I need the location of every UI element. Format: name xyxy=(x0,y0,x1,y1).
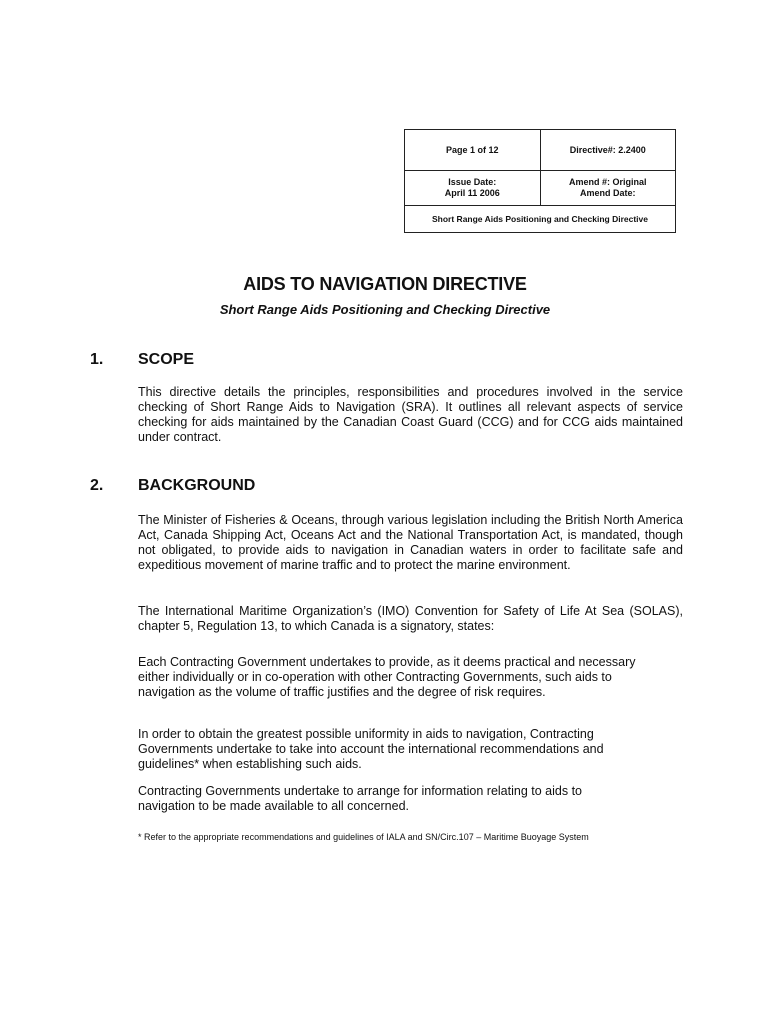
issue-date-cell xyxy=(405,171,541,206)
section-number-scope: 1. xyxy=(90,351,104,368)
scope-paragraph: This directive details the principles, responsibilities and procedures involved in the service checking of Short Range Aids to Navigation (SRA). It outlines all relevant aspects of service checking for aids maintained by the Canadian Coast Guard (CCG) and for CCG aids maintained under contract. xyxy=(138,385,683,444)
amend-date: Amend Date: xyxy=(579,188,636,198)
page-title: AIDS TO NAVIGATION DIRECTIVE xyxy=(243,274,527,294)
section-number-background: 2. xyxy=(90,477,104,494)
solas-quote-2: In order to obtain the greatest possible uniformity in aids to navigation, Contracting Governments undertake to take into account the international recommendations and guidelines* when establishing such aids. xyxy=(138,727,604,771)
issue-date-value: April 11 2006 xyxy=(444,188,500,198)
section-title-scope: SCOPE xyxy=(138,351,195,368)
document-header-table xyxy=(404,129,676,233)
page-subtitle: Short Range Aids Positioning and Checking Directive xyxy=(219,302,551,317)
solas-quote-1: Each Contracting Government undertakes to provide, as it deems practical and necessary either individually or in co-operation with other Contracting Governments, such aids to navigation as the volume of traffic justifies and the degree of risk requires. xyxy=(138,655,636,699)
background-paragraph-1: The Minister of Fisheries & Oceans, through various legislation including the British North America Act, Canada Shipping Act, Oceans Act and the National Transportation Act, is mandated, though not obligated, to provide aids to navigation in Canadian waters in order to facilitate safe and expeditious movement of marine traffic and to protect the marine environment. xyxy=(138,513,683,572)
background-paragraph-2: The International Maritime Organization’s (IMO) Convention for Safety of Life At Sea (SOLAS), chapter 5, Regulation 13, to which Canada is a signatory, states: xyxy=(138,604,683,633)
amend-cell xyxy=(540,171,676,206)
directive-number-cell: Directive#: 2.2400 xyxy=(540,130,676,171)
footnote: * Refer to the appropriate recommendations and guidelines of IALA and SN/Circ.107 – Maritime Buoyage System xyxy=(138,832,589,842)
issue-date-label: Issue Date: xyxy=(448,177,497,187)
solas-quote-3: Contracting Governments undertake to arrange for information relating to aids to navigation to be made available to all concerned. xyxy=(138,784,582,813)
page-number-cell: Page 1 of 12 xyxy=(405,130,541,171)
header-doc-title-cell: Short Range Aids Positioning and Checking Directive xyxy=(405,206,676,233)
amend-number: Amend #: Original xyxy=(568,177,647,187)
section-title-background: BACKGROUND xyxy=(138,477,256,494)
